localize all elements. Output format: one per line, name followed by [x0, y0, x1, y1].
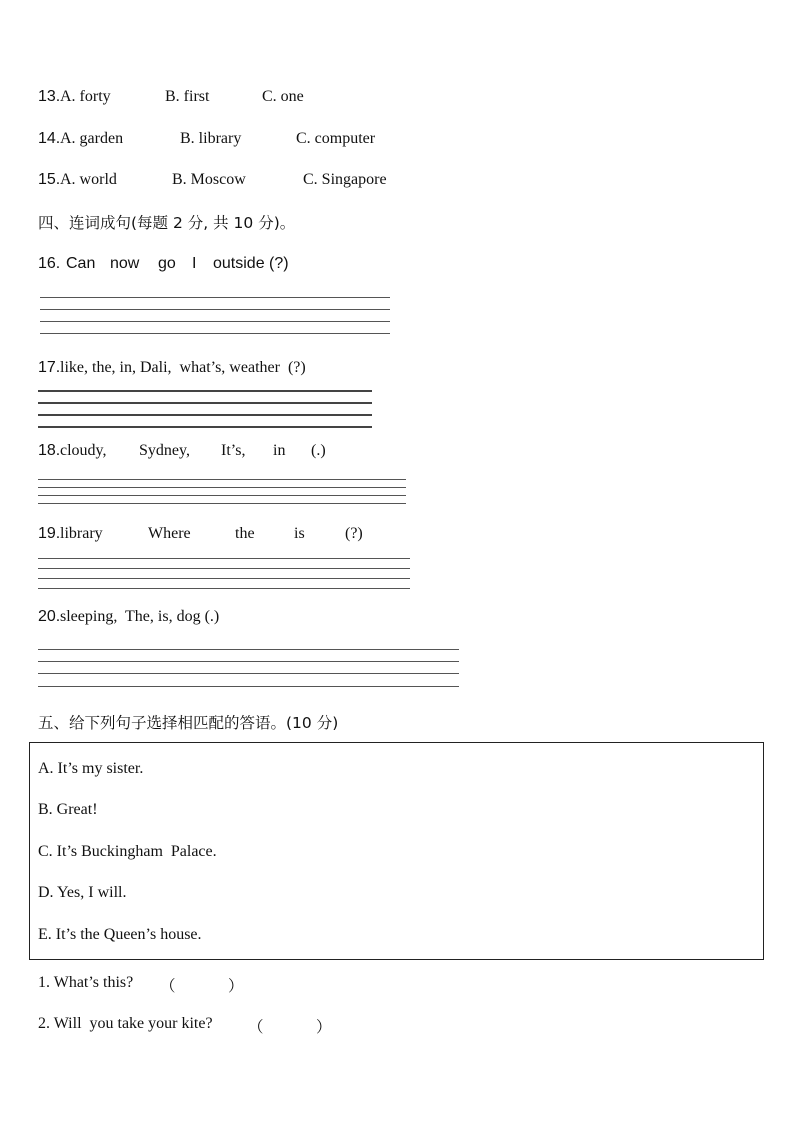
answer-option-b: B. Great! [38, 801, 98, 818]
word: Sydney, [139, 442, 190, 459]
writing-line [40, 333, 390, 334]
writing-line [38, 390, 372, 392]
answer-option-c: C. It’s Buckingham Palace. [38, 843, 217, 860]
writing-line [38, 661, 459, 662]
word: Where [148, 525, 191, 542]
writing-line [38, 414, 372, 416]
question-number: 18. [38, 442, 61, 459]
option-b: B. first [165, 88, 210, 105]
question-number: 16. [38, 255, 61, 272]
writing-line [38, 588, 410, 589]
word: go [158, 255, 176, 272]
option-b: B. library [180, 130, 242, 147]
answer-blank-close: ） [228, 977, 244, 995]
question-number: 15. [38, 171, 61, 188]
word: the [235, 525, 255, 542]
word: library [60, 525, 103, 542]
question-number: 19. [38, 525, 61, 542]
answer-blank-open[interactable]: （ [160, 977, 176, 995]
question-number: 14. [38, 130, 61, 147]
answer-option-e: E. It’s the Queen’s house. [38, 926, 202, 943]
answer-option-a: A. It’s my sister. [38, 760, 144, 777]
option-a: A. world [60, 171, 117, 188]
option-a: A. forty [60, 88, 111, 105]
writing-line [40, 321, 390, 322]
word: outside (?) [213, 255, 289, 272]
words: sleeping, The, is, dog (.) [60, 608, 220, 625]
option-c: C. Singapore [303, 171, 387, 188]
word: Can [66, 255, 96, 272]
word: is [294, 525, 305, 542]
option-c: C. computer [296, 130, 376, 147]
question-number: 17. [38, 359, 61, 376]
writing-line [38, 426, 372, 428]
writing-line [38, 686, 459, 687]
word: in [273, 442, 286, 459]
writing-line [38, 495, 406, 496]
word: I [192, 255, 197, 272]
writing-line [38, 402, 372, 404]
question-number: 20. [38, 608, 61, 625]
writing-line [40, 297, 390, 298]
writing-line [38, 578, 410, 579]
word: now [110, 255, 140, 272]
words: like, the, in, Dali, what’s, weather (?) [60, 359, 306, 376]
answer-blank-close: ） [316, 1018, 332, 1036]
option-a: A. garden [60, 130, 124, 147]
writing-line [38, 568, 410, 569]
writing-line [38, 558, 410, 559]
word: It’s, [221, 442, 246, 459]
section-4-heading: 四、连词成句(每题 2 分, 共 10 分)。 [38, 214, 296, 232]
writing-line [38, 673, 459, 674]
option-b: B. Moscow [172, 171, 246, 188]
question-text: 1. What’s this? [38, 974, 134, 991]
writing-line [38, 487, 406, 488]
question-text: 2. Will you take your kite? [38, 1015, 213, 1032]
word: (?) [345, 525, 363, 542]
writing-line [38, 479, 406, 480]
answer-blank-open[interactable]: （ [248, 1018, 264, 1036]
section-5-heading: 五、给下列句子选择相匹配的答语。(10 分) [38, 714, 339, 732]
question-number: 13. [38, 88, 61, 105]
writing-line [38, 503, 406, 504]
word: (.) [311, 442, 326, 459]
writing-line [38, 649, 459, 650]
word: cloudy, [60, 442, 107, 459]
writing-line [40, 309, 390, 310]
answer-option-d: D. Yes, I will. [38, 884, 127, 901]
option-c: C. one [262, 88, 304, 105]
